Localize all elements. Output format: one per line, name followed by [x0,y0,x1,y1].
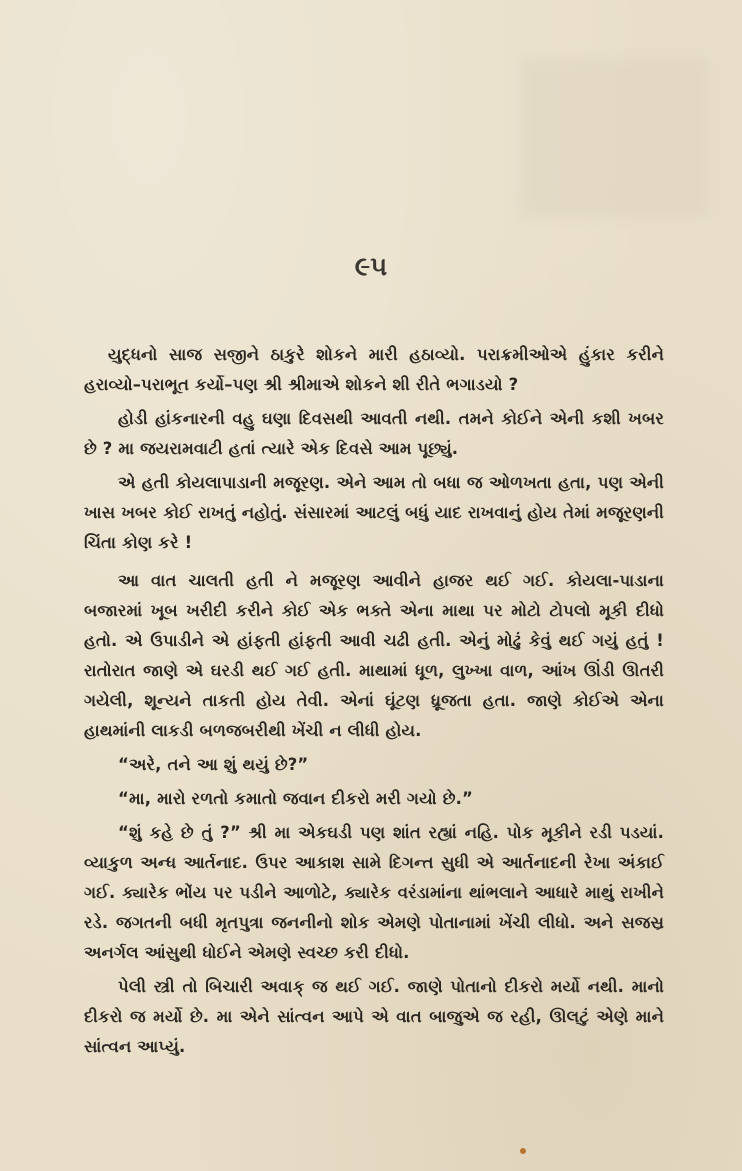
paragraph-1: યુદ્ધનો સાજ સજીને ઠાકુરે શોકને મારી હઠાવ્યો. પરાક્રમીઓએ હુંકાર કરીને હરાવ્યો–પરાભૂત કર્યો–પણ શ્રી શ્રીમાએ શોકને શી રીતે ભગાડયો ? [84,345,664,394]
dialogue-1: “અરે, તને આ શું થયું છે?” [118,755,309,774]
paragraph-5: “શું કહે છે તું ?” શ્રી મા એકઘડી પણ શાંત રહ્યાં નહિ. પોક મૂકીને રડી પડયાં. વ્યાકુળ અન્ધ આર્તનાદ. ઉપર આકાશ સામે દિગન્ત સુધી એ આર્તનાદની રેખા અંકાઈ ગઈ. ક્યારેક ભોંય પર પડીને આળોટે, ક્યારેક વરંડામાંના થાંભલાને આધારે માથું રાખીને રડે. જગતની બધી મૃતપુત્રા જનનીનો શોક એમણે પોતાનામાં ખેંચી લીધો. અને સજસ્ર અનર્ગલ આંસુથી ધોઈને એમણે સ્વચ્છ કરી દીધો. [84,823,664,962]
paragraph-4: આ વાત ચાલતી હતી ને મજૂરણ આવીને હાજર થઈ ગઈ. કોયલા-પાડાના બજારમાં ખૂબ ખરીદી કરીને કોઈ એક ભક્તે એના માથા પર મોટો ટોપલો મૂકી દીધો હતો. એ ઉપાડીને એ હાંફતી હાંફતી આવી ચઢી હતી. એનું મોઢું કેવું થઈ ગયું હતું ! રાતોરાત જાણે એ ઘરડી થઈ ગઈ હતી. માથામાં ધૂળ, લુખ્ખા વાળ, આંખ ઊંડી ઊતરી ગયેલી, શૂન્યને તાકતી હોય તેવી. એનાં ઘૂંટણ ધ્રૂજતા હતા. જાણે કોઈએ એના હાથમાંની લાકડી બળજબરીથી ખેંચી ન લીધી હોય. [84,571,664,740]
faded-mark [520,58,710,218]
paragraph-6: પેલી સ્ત્રી તો બિચારી અવાક્ જ થઈ ગઈ. જાણે પોતાનો દીકરો મર્યો નથી. માનો દીકરો જ મર્યો છે. મા એને સાંત્વન આપે એ વાત બાજુએ જ રહી, ઊલટું એણે માને સાંત્વન આપ્યું. [84,977,664,1056]
paragraph-3: એ હતી કોયલાપાડાની મજૂરણ. એને આમ તો બધા જ ઓળખતા હતા, પણ એની ખાસ ખબર કોઈ રાખતું નહોતું. સંસારમાં આટલું બધું યાદ રાખવાનું હોય તેમાં મજૂરણની ચિંતા કોણ કરે ! [84,473,664,552]
page-number: ૯૫ [354,252,388,282]
paragraph-2: હોડી હાંકનારની વહુ ઘણા દિવસથી આવતી નથી. તમને કોઈને એની કશી ખબર છે ? મા જયરામવાટી હતાં ત્યારે એક દિવસે આમ પૂછ્યું. [84,409,664,458]
body-text [84,340,664,1066]
ink-speck [520,1148,526,1154]
dialogue-2: “મા, મારો રળતો કમાતો જવાન દીકરો મરી ગયો છે.” [118,789,473,808]
